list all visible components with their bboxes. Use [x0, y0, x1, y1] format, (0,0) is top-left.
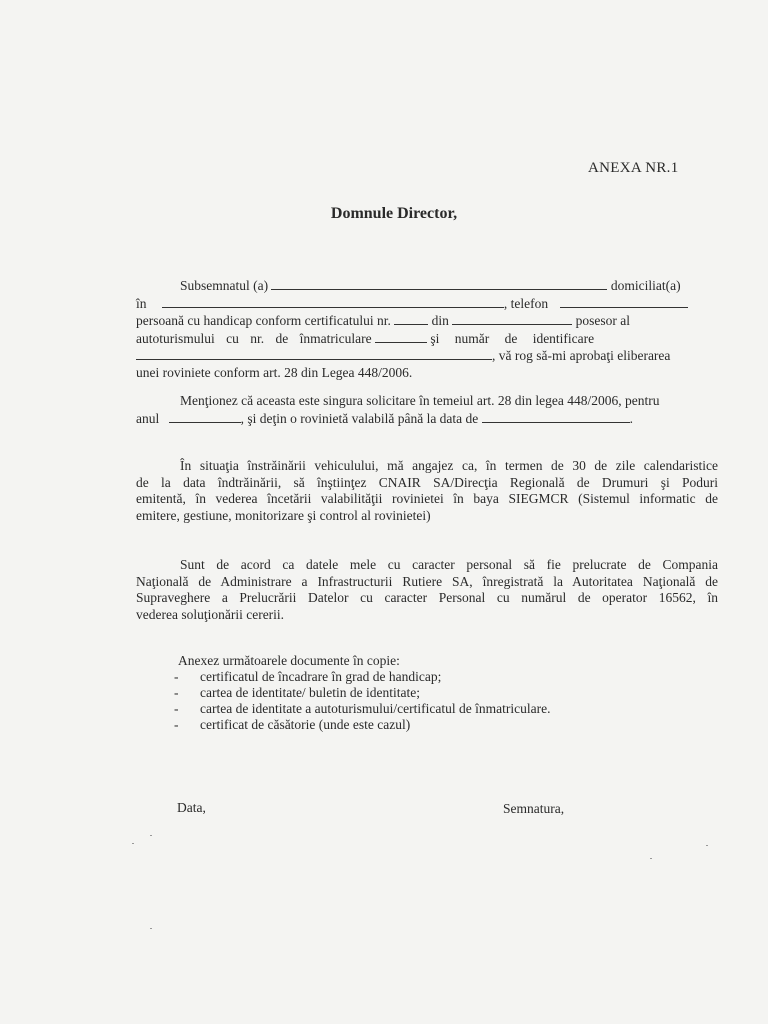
registration-number-field[interactable] — [375, 330, 427, 343]
posesor-label: posesor al — [575, 313, 631, 328]
attachments-list — [170, 653, 550, 733]
list-dash: - — [174, 717, 179, 732]
attachments-intro: Anexez următoarele documente în copie: — [178, 653, 400, 668]
list-dash: - — [174, 701, 179, 716]
list-item-text: cartea de identitate a autoturismului/certificatul de înmatriculare. — [200, 701, 551, 716]
date-label: Data, — [177, 800, 206, 815]
sale-text-line: emitentă, în vederea încetării valabilităţii rovinietei în baya SIEGMCR (Sistemul informatic de — [136, 491, 718, 506]
scan-speck — [150, 928, 152, 929]
consent-paragraph — [136, 557, 718, 623]
list-item — [170, 717, 550, 733]
persoana-label: persoană cu handicap conform certificatului nr. — [136, 313, 391, 328]
mention-text: Menţionez că aceasta este singura solicitare în temeiul art. 28 din legea 448/2006, pentru — [180, 393, 660, 408]
list-item — [170, 701, 550, 717]
page-title: Domnule Director, — [330, 205, 458, 222]
subsemnatul-label: Subsemnatul (a) — [180, 278, 269, 293]
scan-speck — [650, 858, 652, 859]
annex-number: ANEXA NR.1 — [588, 160, 679, 176]
list-item — [170, 685, 550, 701]
identification-number-field[interactable] — [136, 347, 492, 360]
detin-label: , şi deţin o rovinietă valabilă până la data de — [240, 410, 479, 426]
sale-text-line: În situaţia înstrăinării vehiculului, mă angajez ca, în termen de 30 de zile calendaristice — [180, 458, 718, 473]
sale-text-line: de la data îndtrăinării, să înştiinţez CNAIR SA/Direcţia Regională de Drumuri şi Poduri — [136, 474, 718, 490]
consent-text-line: Supraveghere a Prelucrării Datelor cu caracter Personal cu numărul de operator 16562, în — [136, 590, 718, 605]
sale-paragraph — [136, 458, 718, 524]
in-label: în — [136, 295, 147, 311]
scan-speck — [706, 845, 708, 846]
domiciliat-label: domiciliat(a) — [610, 278, 681, 293]
telefon-label: , telefon — [503, 295, 549, 311]
list-dash: - — [174, 669, 179, 684]
consent-text-line: Naţională de Administrare a Infrastructurii Rutiere SA, înregistrată la Autoritatea Naţională de — [136, 573, 718, 589]
consent-text-line: vederea soluţionării cererii. — [136, 606, 285, 622]
mention-paragraph — [136, 393, 718, 427]
request-paragraph — [136, 277, 718, 381]
name-field[interactable] — [271, 277, 607, 290]
period: . — [629, 410, 634, 426]
certificate-number-field[interactable] — [394, 312, 428, 325]
va-rog-label: , vă rog să-mi aprobaţi eliberarea — [492, 348, 671, 363]
din-label: din — [431, 313, 449, 328]
sale-text-line: emitere, gestiune, monitorizare şi control al rovinietei) — [136, 507, 431, 523]
list-item — [170, 669, 550, 685]
address-field[interactable] — [162, 295, 504, 308]
autoturism-label: autoturismului cu nr. de înmatriculare — [136, 330, 372, 346]
list-item-text: certificatul de încadrare în grad de handicap; — [200, 669, 442, 684]
list-dash: - — [174, 685, 179, 700]
list-item-text: cartea de identitate/ buletin de identitate; — [200, 685, 421, 700]
phone-field[interactable] — [560, 295, 688, 308]
scan-speck — [132, 843, 134, 844]
consent-text-line: Sunt de acord ca datele mele cu caracter personal să fie prelucrate de Compania — [180, 557, 718, 572]
numar-label: şi număr de identificare — [430, 330, 595, 346]
valid-until-field[interactable] — [482, 410, 630, 423]
certificate-date-field[interactable] — [452, 312, 572, 325]
year-field[interactable] — [169, 410, 241, 423]
legal-basis-text: unei roviniete conform art. 28 din Legea 448/2006. — [136, 364, 413, 380]
signature-label: Semnatura, — [503, 801, 565, 816]
scan-speck — [150, 835, 152, 836]
anul-label: anul — [136, 410, 160, 426]
list-item-text: certificat de căsătorie (unde este cazul) — [200, 717, 411, 732]
